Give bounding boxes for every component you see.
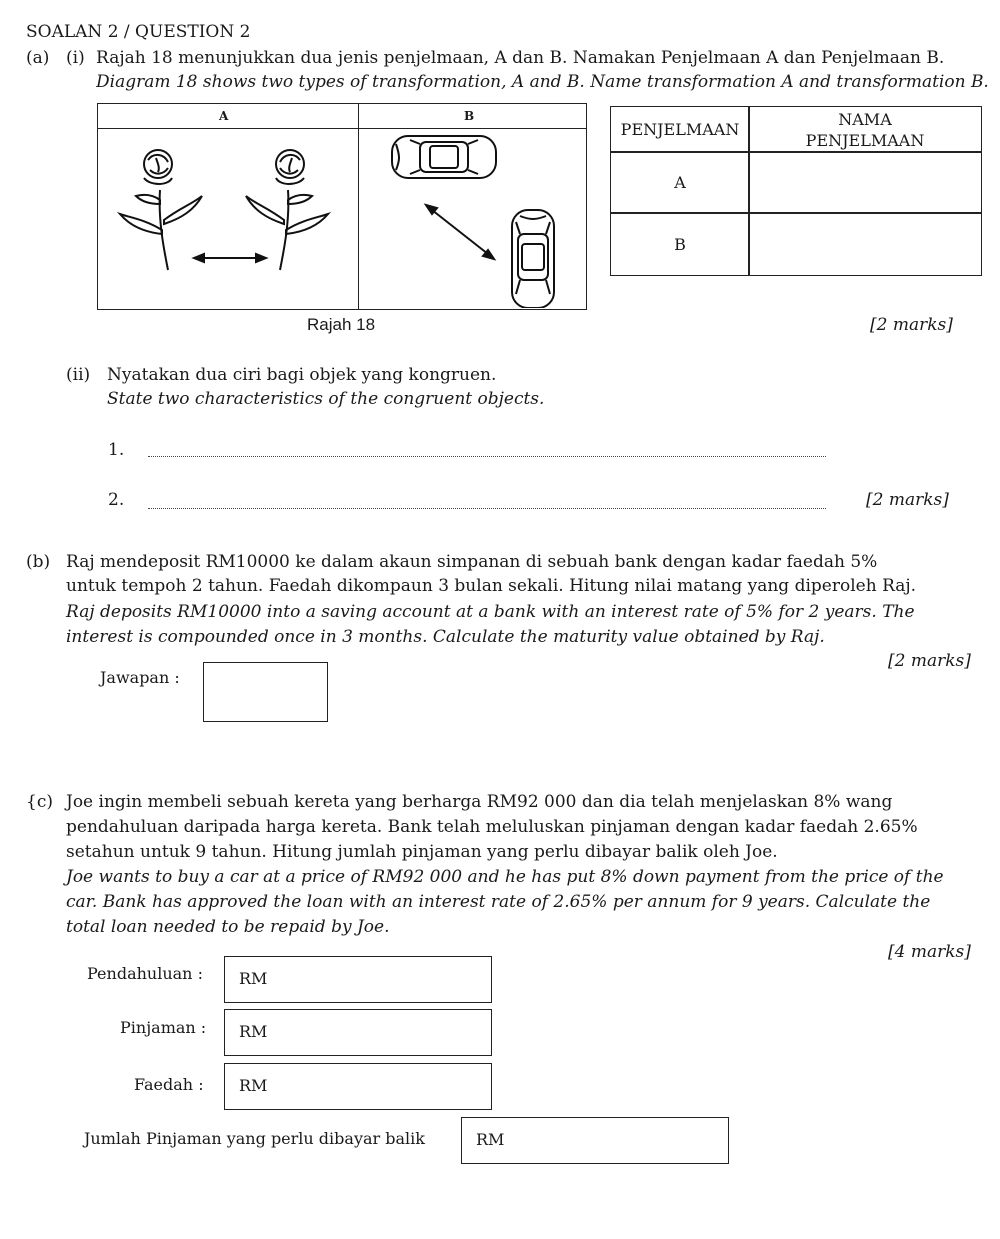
deposit-answer-box[interactable]: RM (224, 956, 492, 1003)
part-b-answer-label: Jawapan : (100, 668, 180, 687)
table-row-b-label: B (610, 212, 750, 276)
part-b-line-3: Raj deposits RM10000 into a saving account at a bank with an interest rate of 5% for 2 years. The (66, 602, 915, 622)
table-row-a-answer[interactable] (748, 151, 982, 214)
part-a-sub-ii: (ii) (66, 365, 91, 385)
total-loan-answer-box[interactable]: RM (461, 1117, 729, 1164)
rose-left-icon (120, 150, 202, 270)
answer-line-1[interactable] (148, 456, 826, 457)
answer-item-2-label: 2. (108, 490, 125, 510)
part-c-label: {c) (26, 792, 53, 812)
answer-item-1-label: 1. (108, 440, 125, 460)
part-a-sub-i: (i) (66, 48, 85, 68)
figure-label-b: B (464, 109, 475, 123)
part-c-line-2: pendahuluan daripada harga kereta. Bank telah meluluskan pinjaman dengan kadar faedah 2.65% (66, 817, 918, 837)
part-c-line-3: setahun untuk 9 tahun. Hitung jumlah pinjaman yang perlu dibayar balik oleh Joe. (66, 842, 778, 862)
marks-a-ii: [2 marks] (866, 490, 949, 510)
part-b-line-2: untuk tempoh 2 tahun. Faedah dikompaun 3 bulan sekali. Hitung nilai matang yang diperoleh Raj. (66, 576, 917, 596)
marks-b: [2 marks] (888, 651, 971, 671)
table-header-nama: NAMA PENJELMAAN (748, 106, 982, 153)
part-a-ii-text-ms: Nyatakan dua ciri bagi objek yang kongruen. (107, 365, 497, 385)
total-loan-label: Jumlah Pinjaman yang perlu dibayar balik (84, 1129, 425, 1148)
question-title: SOALAN 2 / QUESTION 2 (26, 22, 251, 42)
part-c-line-1: Joe ingin membeli sebuah kereta yang berharga RM92 000 dan dia telah menjelaskan 8% wang (66, 792, 893, 812)
diagram-18 (97, 103, 587, 310)
loan-label: Pinjaman : (120, 1018, 207, 1037)
reflection-roses-drawing (98, 130, 358, 308)
figure-caption: Rajah 18 (307, 315, 376, 334)
figure-label-a: A (219, 109, 229, 123)
part-b-line-1: Raj mendeposit RM10000 ke dalam akaun simpanan di sebuah bank dengan kadar faedah 5% (66, 552, 878, 572)
part-a-label: (a) (26, 48, 50, 68)
part-c-line-5: car. Bank has approved the loan with an interest rate of 2.65% per annum for 9 years. Calculate the (66, 892, 931, 912)
loan-answer-box[interactable]: RM (224, 1009, 492, 1056)
part-b-answer-box[interactable] (203, 662, 328, 722)
rotation-cars-drawing (360, 130, 586, 308)
answer-line-2[interactable] (148, 508, 826, 509)
deposit-label: Pendahuluan : (87, 964, 203, 983)
transformation-answer-table (610, 106, 982, 276)
part-a-text-en: Diagram 18 shows two types of transformation, A and B. Name transformation A and transformation B. (96, 72, 989, 92)
part-c-line-4: Joe wants to buy a car at a price of RM92 000 and he has put 8% down payment from the price of the (66, 867, 944, 887)
table-row-a-label: A (610, 151, 750, 214)
table-header-penjelmaan: PENJELMAAN (610, 106, 750, 153)
marks-c: [4 marks] (888, 942, 971, 962)
table-row-b-answer[interactable] (748, 212, 982, 276)
part-b-line-4: interest is compounded once in 3 months. Calculate the maturity value obtained by Raj. (66, 627, 825, 647)
double-arrow-horizontal-icon (194, 254, 266, 262)
double-arrow-diagonal-icon (426, 205, 494, 259)
marks-a-i: [2 marks] (870, 315, 953, 335)
interest-answer-box[interactable]: RM (224, 1063, 492, 1110)
part-c-line-6: total loan needed to be repaid by Joe. (66, 917, 390, 937)
part-a-ii-text-en: State two characteristics of the congruent objects. (107, 389, 545, 409)
rose-right-icon (246, 150, 328, 270)
part-a-text-ms: Rajah 18 menunjukkan dua jenis penjelmaan, A dan B. Namakan Penjelmaan A dan Penjelmaan B. (96, 48, 945, 68)
part-b-label: (b) (26, 552, 51, 572)
car-vertical-icon (512, 210, 554, 308)
car-horizontal-icon (392, 136, 496, 178)
interest-label: Faedah : (134, 1075, 204, 1094)
